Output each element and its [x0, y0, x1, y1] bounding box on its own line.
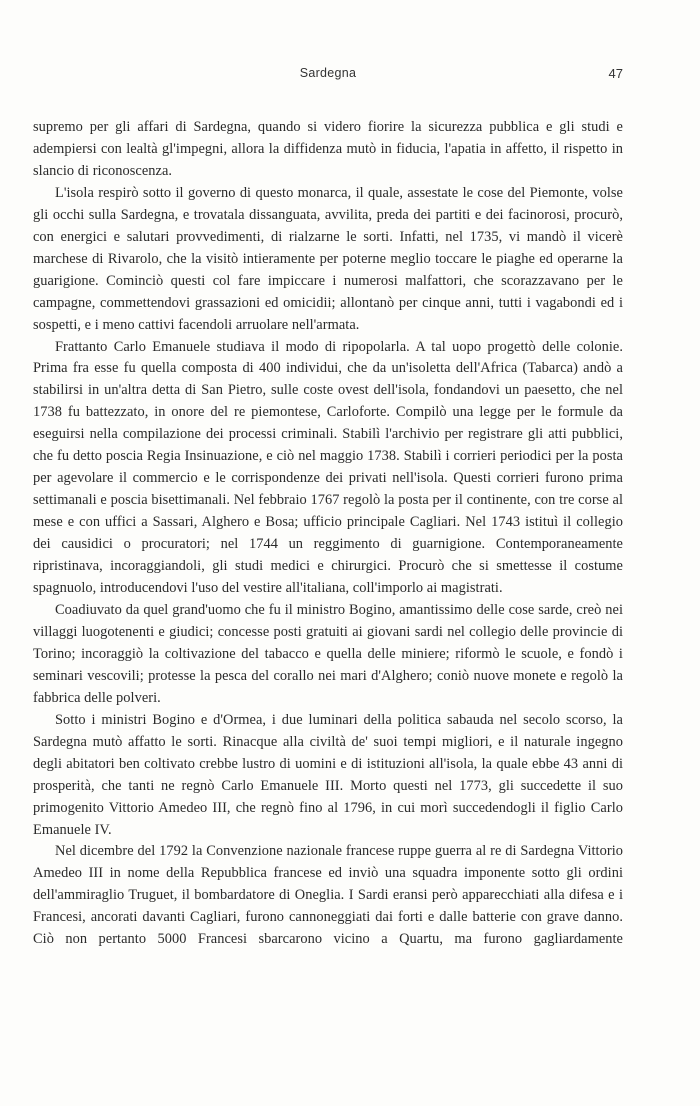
paragraph-4: Coadiuvato da quel grand'uomo che fu il ministro Bogino, amantissimo delle cose sarde, creò nei villaggi luogotenenti e giudici; concesse posti gratuiti ai giovani sardi nel collegio delle provincie di Torino; incoraggiò la coltivazione del tabacco e quella delle miniere; riformò le scuole, e fondò i seminari vescovili; protesse la pesca del corallo nei mari d'Alghero; coniò nuove monete e regolò la fabbrica delle polveri. [33, 601, 623, 706]
paragraph-6: Nel dicembre del 1792 la Convenzione nazionale francese ruppe guerra al re di Sardegna Vittorio Amedeo III in nome della Repubblica francese ed inviò una squadra imponente sotto gli ordini dell'ammiraglio Truguet, il bombardatore di Oneglia. I Sardi eransi però apparecchiati alla difesa e i Francesi, ancorati davanti Cagliari, furono cannoneggiati dai forti e dalle batterie con grave danno. Ciò non pertanto 5000 Francesi sbarcarono vicino a Quartu, ma furono gagliardamente [33, 843, 623, 948]
page-header [33, 66, 623, 86]
page-number: 47 [608, 66, 623, 81]
running-head: Sardegna [299, 66, 357, 80]
paragraph-5: Sotto i ministri Bogino e d'Ormea, i due luminari della politica sabauda nel secolo scorso, la Sardegna mutò affatto le sorti. Rinacque alla civiltà de' suoi tempi migliori, e il naturale ingegno degli abitatori ben coltivato crebbe lustro di uomini e di istituzioni all'isola, la quale ebbe 43 anni di prosperità, che tanti ne regnò Carlo Emanuele III. Morto questi nel 1773, gli succedette il suo primogenito Vittorio Amedeo III, che regnò fino al 1796, in cui morì succedendogli il figlio Carlo Emanuele IV. [33, 711, 623, 838]
paragraph-1: supremo per gli affari di Sardegna, quando si videro fiorire la sicurezza pubblica e gli studi e adempiersi con lealtà gl'impegni, allora la diffidenza mutò in fiducia, l'apatia in affetto, il rispetto in slancio di riconoscenza. [33, 119, 623, 179]
paragraph-2: L'isola respirò sotto il governo di questo monarca, il quale, assestate le cose del Piemonte, volse gli occhi sulla Sardegna, e trovatala dissanguata, avvilita, preda dei partiti e dei facinorosi, procurò, con energici e salutari provvedimenti, di rialzarne le sorti. Infatti, nel 1735, vi mandò il vicerè marchese di Rivarolo, che la visitò intieramente per poterne meglio toccare le piaghe ed operarne la guarigione. Cominciò questi col fare impiccare i numerosi malfattori, che scorazzavano per le campagne, commettendovi grassazioni ed omicidii; allontanò per cinque anni, tutti i vagabondi ed i sospetti, e i meno cattivi facendoli arruolare nell'armata. [33, 184, 623, 333]
body-text [33, 117, 623, 951]
paragraph-3: Frattanto Carlo Emanuele studiava il modo di ripopolarla. A tal uopo progettò delle colonie. Prima fra esse fu quella composta di 400 individui, che da un'isoletta dell'Africa (Tabarca) andò a stabilirsi in un'altra detta di San Pietro, sulle coste ovest dell'isola, fondandovi un paesetto, che nel 1738 fu battezzato, in onore del re piemontese, Carloforte. Compilò una legge per le formule da eseguirsi nella compilazione dei processi criminali. Stabilì l'archivio per registrare gli atti pubblici, che fu detto poscia Regia Insinuazione, e ciò nel maggio 1738. Stabilì i corrieri periodici per la posta per agevolare il commercio e le corrispondenze dei privati nell'isola. Questi corrieri furono prima settimanali e poscia bisettimanali. Nel febbraio 1767 regolò la posta per il continente, con tre corse al mese e con uffici a Sassari, Alghero e Bosa; ufficio principale Cagliari. Nel 1743 istituì il collegio dei causidici o procuratori; nel 1744 un reggimento di guarnigione. Contemporaneamente ripristinava, incoraggiandoli, gli studi medici e chirurgici. Procurò che si smettesse il costume spagnuolo, introducendovi l'uso del vestire all'italiana, coll'imporlo ai magistrati. [33, 338, 623, 597]
